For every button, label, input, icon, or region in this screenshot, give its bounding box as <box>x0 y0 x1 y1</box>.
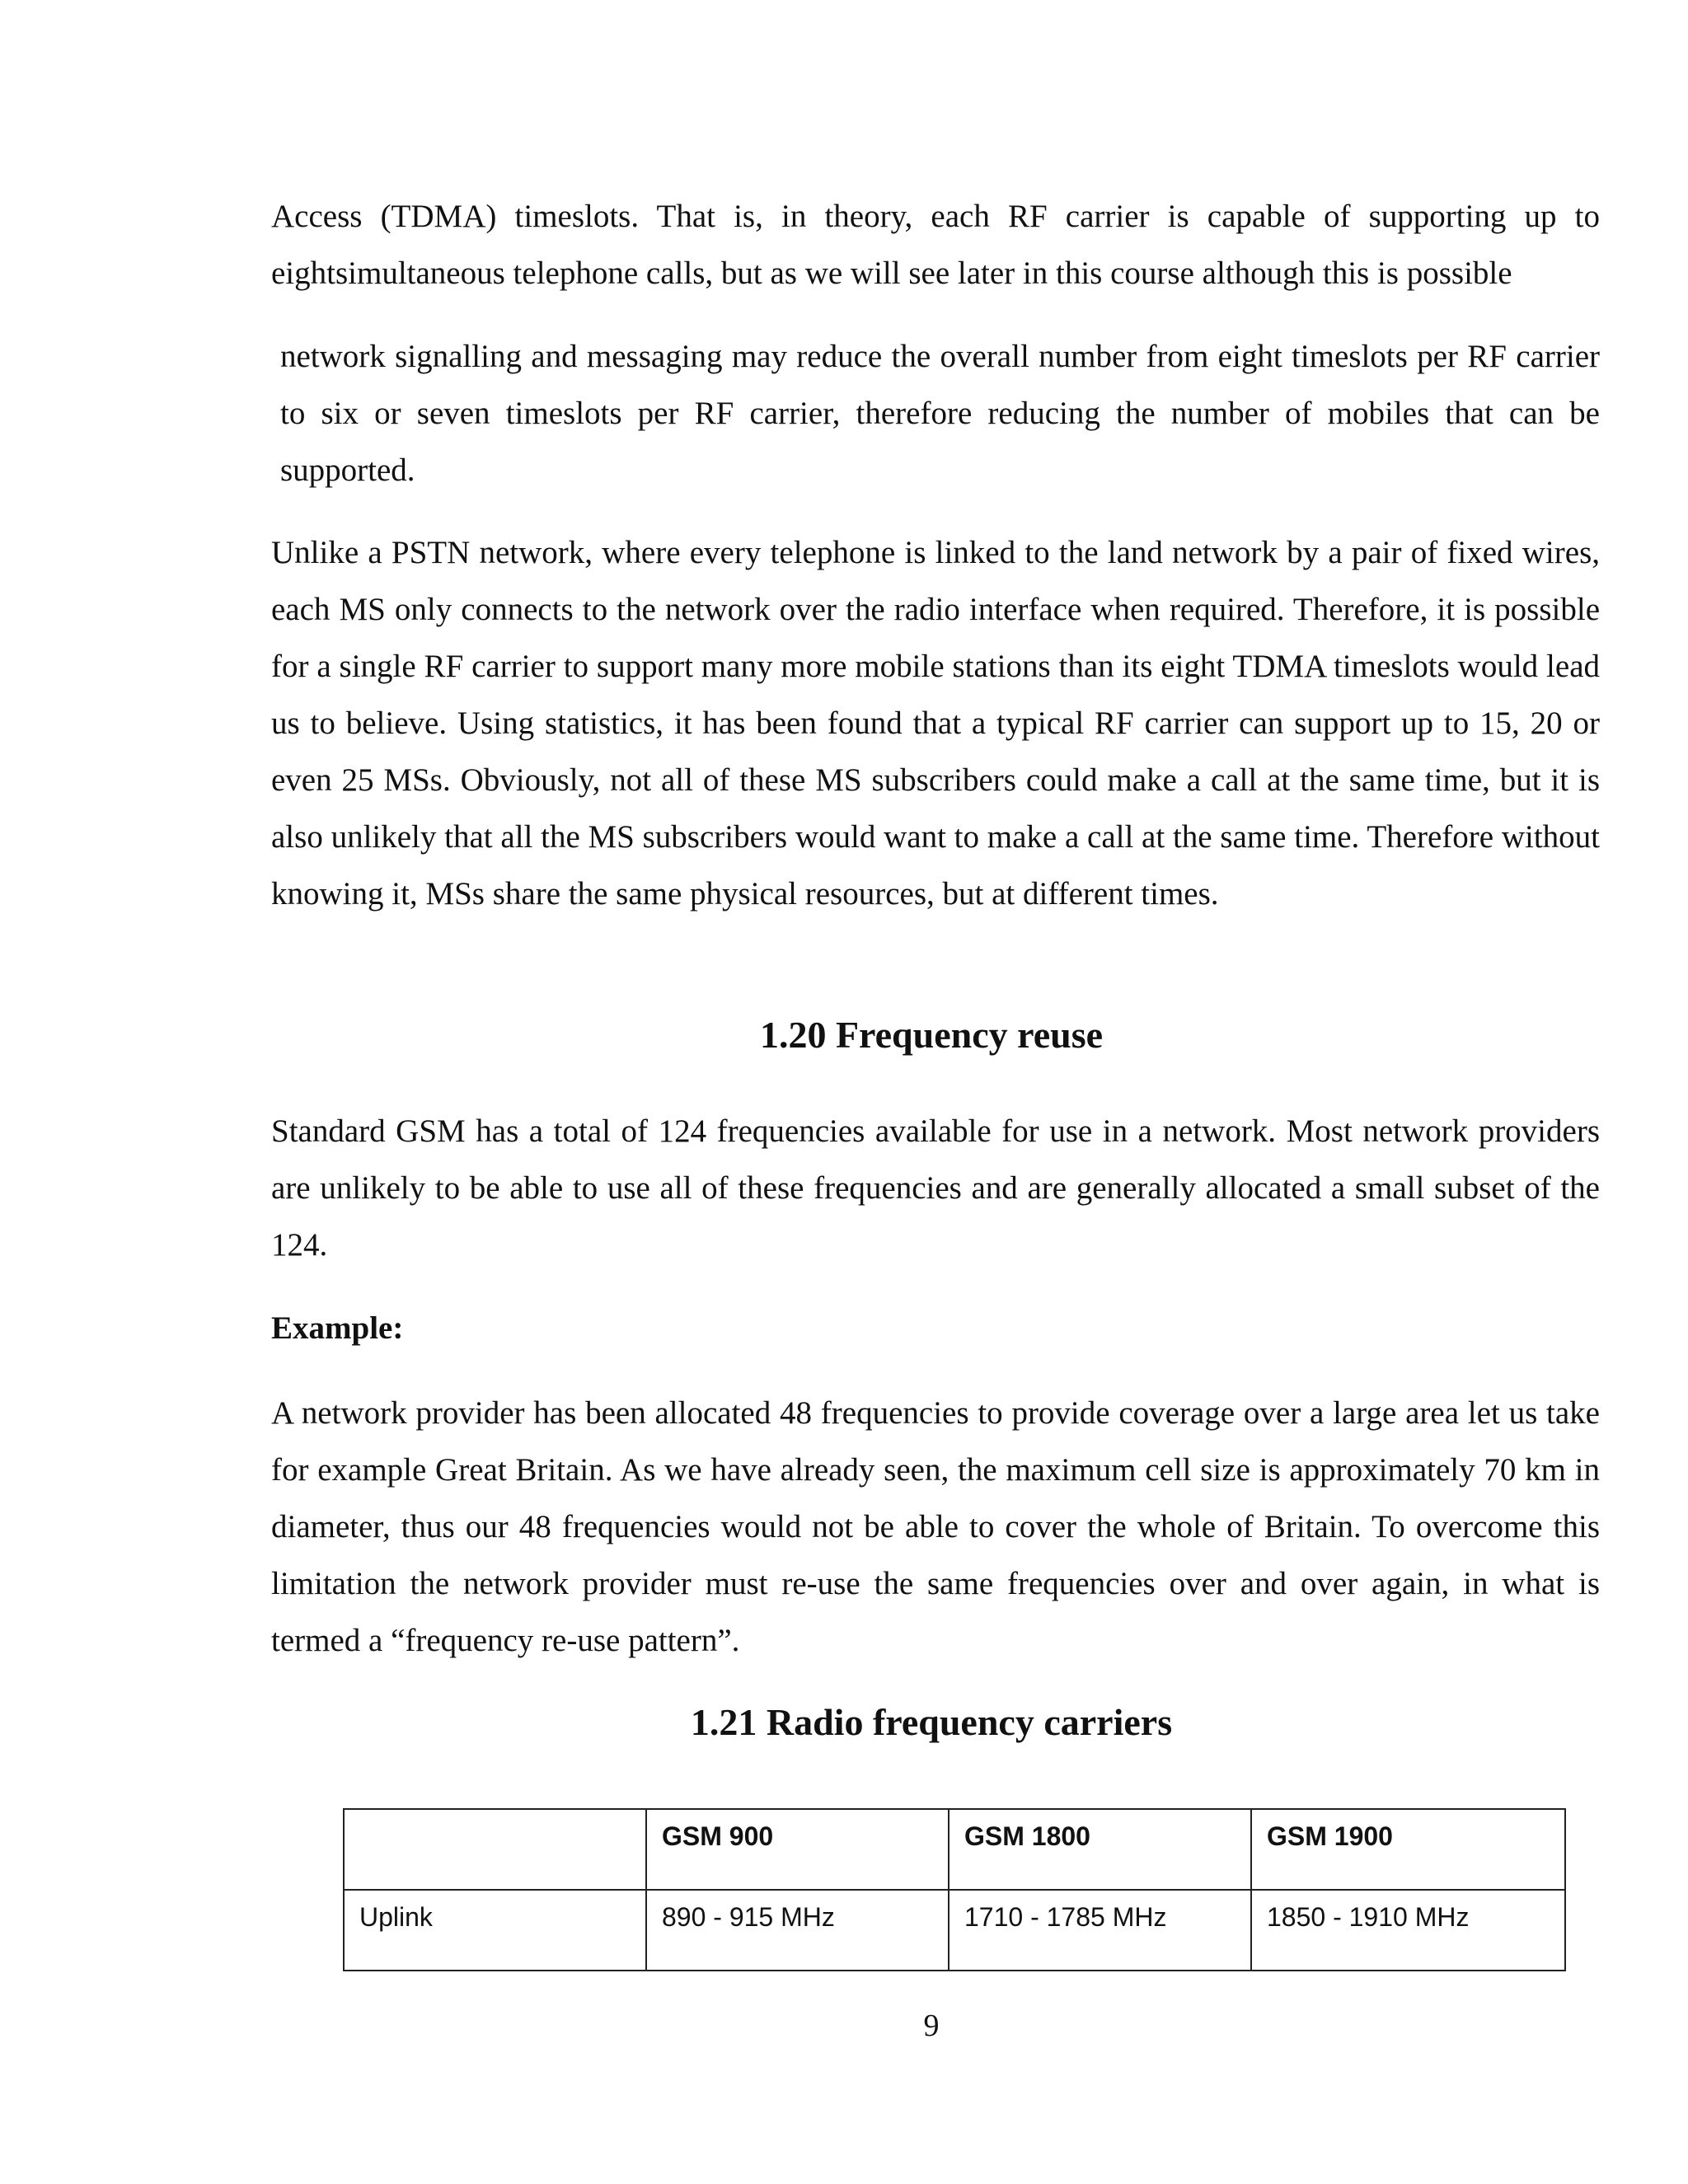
frequency-bands-table <box>343 1808 1566 1971</box>
table-cell-uplink-gsm-1900: 1850 - 1910 MHz <box>1251 1890 1565 1971</box>
page-number: 9 <box>923 2008 940 2043</box>
table-cell-uplink-gsm-1800: 1710 - 1785 MHz <box>949 1890 1251 1971</box>
paragraph-network-provider-example: A network provider has been allocated 48 frequencies to provide coverage over a large area let us take for example Great Britain. As we have already seen, the maximum cell size is approximately 70 km in diameter, thus our 48 frequencies would not be able to cover the whole of Britain. To overcome this limitation the network provider must re-use the same frequencies over and over again, in what is termed a “frequency re-use pattern”. <box>271 1395 1600 1658</box>
section-heading-frequency-reuse: 1.20 Frequency reuse <box>759 1014 1104 1056</box>
section-heading-radio-frequency-carriers: 1.21 Radio frequency carriers <box>690 1701 1173 1743</box>
table-header-cell-gsm-900: GSM 900 <box>646 1809 949 1890</box>
example-label: Example: <box>271 1310 404 1346</box>
paragraph-tdma-timeslots: Access (TDMA) timeslots. That is, in theory, each RF carrier is capable of supporting up to eightsimultaneous telephone calls, but as we will see later in this course although this is possible <box>271 199 1600 291</box>
paragraph-network-signalling: network signalling and messaging may reduce the overall number from eight timeslots per RF carrier to six or seven timeslots per RF carrier, therefore reducing the number of mobiles that can be supported. <box>280 339 1600 488</box>
table-row <box>344 1890 1565 1971</box>
table-cell-uplink-label: Uplink <box>344 1890 646 1971</box>
table-header-cell-empty <box>344 1809 646 1890</box>
table-cell-uplink-gsm-900: 890 - 915 MHz <box>646 1890 949 1971</box>
paragraph-standard-gsm: Standard GSM has a total of 124 frequencies available for use in a network. Most network providers are unlikely to be able to use all of these frequencies and are generally allocated a small subset of the 124. <box>271 1113 1600 1263</box>
table-header-cell-gsm-1900: GSM 1900 <box>1251 1809 1565 1890</box>
table-header-row <box>344 1809 1565 1890</box>
table-header-cell-gsm-1800: GSM 1800 <box>949 1809 1251 1890</box>
paragraph-pstn-comparison: Unlike a PSTN network, where every telephone is linked to the land network by a pair of fixed wires, each MS only connects to the network over the radio interface when required. Therefore, it is possible for a single RF carrier to support many more mobile stations than its eight TDMA timeslots would lead us to believe. Using statistics, it has been found that a typical RF carrier can support up to 15, 20 or even 25 MSs. Obviously, not all of these MS subscribers could make a call at the same time, but it is also unlikely that all the MS subscribers would want to make a call at the same time. Therefore without knowing it, MSs share the same physical resources, but at different times. <box>271 535 1600 912</box>
